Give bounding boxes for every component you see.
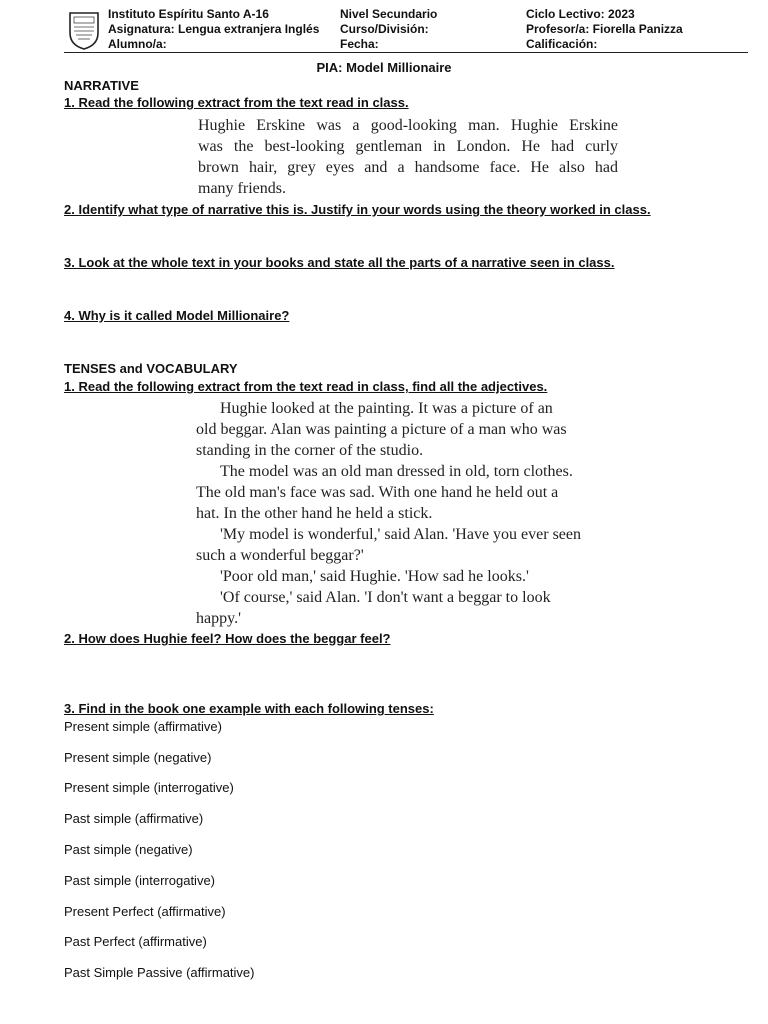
narrative-question-3: 3. Look at the whole text in your books and state all the parts of a narrative seen in class.	[64, 255, 615, 270]
extract-line: 'Of course,' said Alan. 'I don't want a beggar to look	[220, 589, 551, 606]
header-grade: Calificación:	[526, 37, 598, 51]
header-teacher: Profesor/a: Fiorella Panizza	[526, 22, 683, 36]
tense-item: Past simple (interrogative)	[64, 873, 215, 888]
extract-line: The old man's face was sad. With one hand he held out a	[196, 484, 559, 501]
tense-item: Present Perfect (affirmative)	[64, 904, 226, 919]
extract-line: happy.'	[196, 610, 241, 627]
extract-line: old beggar. Alan was painting a picture of a man who was	[196, 421, 567, 438]
extract-line: Hughie Erskine was a good-looking man. Hughie Erskine	[198, 117, 618, 134]
tenses-question-2: 2. How does Hughie feel? How does the beggar feel?	[64, 631, 391, 646]
header-student: Alumno/a:	[108, 37, 167, 51]
extract-line: brown hair, grey eyes and a handsome face. He also had	[198, 159, 618, 176]
narrative-question-2: 2. Identify what type of narrative this is. Justify in your words using the theory worked in class.	[64, 202, 651, 217]
page-title: PIA: Model Millionaire	[316, 60, 452, 75]
tenses-heading: TENSES and VOCABULARY	[64, 361, 238, 376]
extract-line: 'My model is wonderful,' said Alan. 'Have you ever seen	[220, 526, 582, 543]
extract-line: 'Poor old man,' said Hughie. 'How sad he looks.'	[220, 568, 529, 585]
header-level: Nivel Secundario	[340, 7, 438, 21]
extract-line: many friends.	[198, 180, 286, 197]
narrative-question-4: 4. Why is it called Model Millionaire?	[64, 308, 290, 323]
tense-item: Past simple (affirmative)	[64, 811, 204, 826]
tense-item: Present simple (affirmative)	[64, 719, 222, 734]
tense-item: Past Perfect (affirmative)	[64, 934, 207, 949]
extract-line: hat. In the other hand he held a stick.	[196, 505, 433, 522]
header-subject: Asignatura: Lengua extranjera Inglés	[108, 22, 320, 36]
school-crest-icon	[68, 11, 100, 51]
extract-line: Hughie looked at the painting. It was a picture of an	[220, 400, 553, 417]
narrative-heading: NARRATIVE	[64, 78, 139, 93]
header-divider	[64, 52, 748, 53]
header-course: Curso/División:	[340, 22, 429, 36]
extract-line: standing in the corner of the studio.	[196, 442, 424, 459]
extract-line: was the best-looking gentleman in London. He had curly	[198, 138, 618, 155]
header-date: Fecha:	[340, 37, 379, 51]
header-institution: Instituto Espíritu Santo A-16	[108, 7, 269, 21]
tense-item: Past Simple Passive (affirmative)	[64, 965, 255, 980]
extract-line: The model was an old man dressed in old, torn clothes.	[220, 463, 573, 480]
header-year: Ciclo Lectivo: 2023	[526, 7, 635, 21]
extract-line: such a wonderful beggar?'	[196, 547, 364, 564]
narrative-extract	[198, 115, 618, 199]
tense-item: Present simple (interrogative)	[64, 780, 234, 795]
narrative-question-1: 1. Read the following extract from the text read in class.	[64, 95, 409, 110]
tense-item: Present simple (negative)	[64, 750, 212, 765]
tenses-question-1: 1. Read the following extract from the text read in class, find all the adjectives.	[64, 379, 548, 394]
tenses-extract	[196, 398, 616, 629]
tenses-question-3: 3. Find in the book one example with each following tenses:	[64, 701, 434, 716]
tense-item: Past simple (negative)	[64, 842, 193, 857]
